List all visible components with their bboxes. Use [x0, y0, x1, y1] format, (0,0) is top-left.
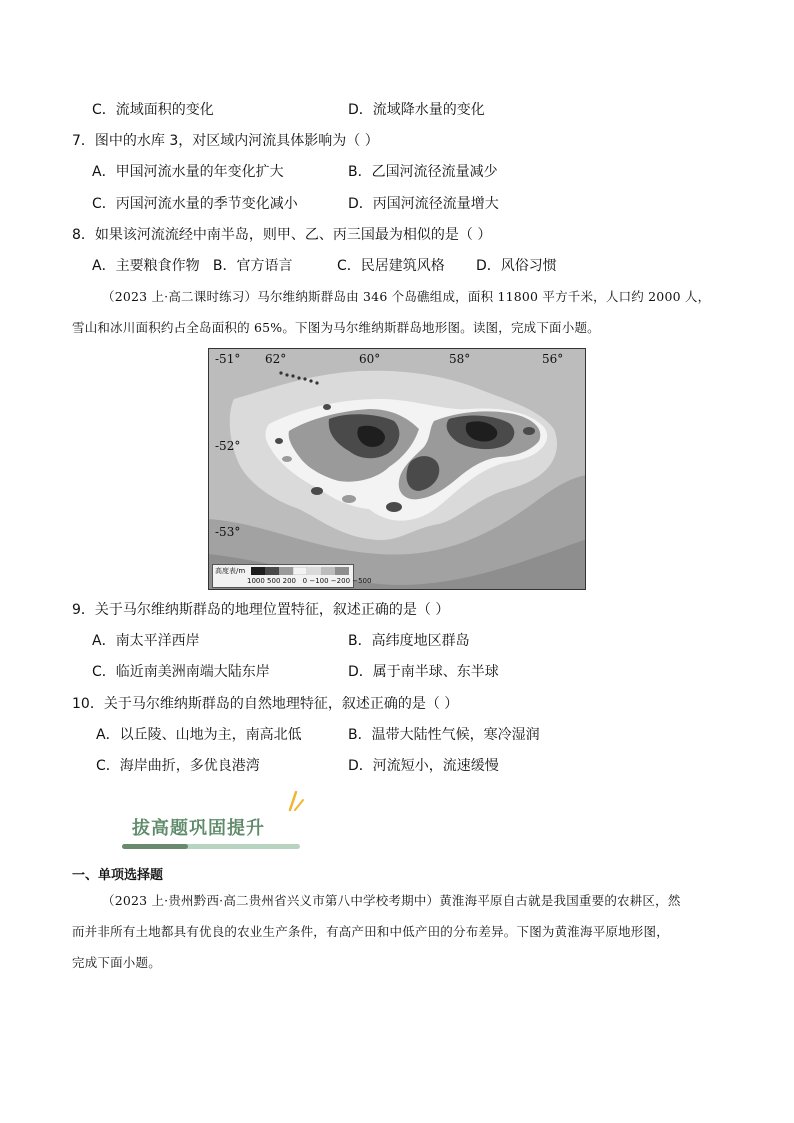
- q10-option-c: C．海岸曲折，多优良港湾: [96, 758, 260, 774]
- passage1-line1: （2023 上·高二课时练习）马尔维纳斯群岛由 346 个岛礁组成，面积 11800 平方千米，人口约 2000 人，: [102, 289, 711, 304]
- legend-title: 高度表/m: [215, 567, 246, 575]
- lon-label-62: 62°: [265, 352, 287, 366]
- section-banner: [112, 806, 302, 852]
- q9-option-b: B．高纬度地区群岛: [348, 633, 470, 649]
- banner-underline-accent: [122, 844, 188, 849]
- passage1-line2: 雪山和冰川面积约占全岛面积的 65%。下图为马尔维纳斯群岛地形图。读图，完成下面小题。: [72, 320, 600, 335]
- passage2-line1: （2023 上·贵州黔西·高二贵州省兴义市第八中学校考期中）黄淮海平原自古就是我国重要的农耕区，然: [102, 893, 681, 908]
- lat-label-51: -51°: [215, 352, 241, 366]
- passage2-line2: 而并非所有土地都具有优良的农业生产条件，有高产田和中低产田的分布差异。下图为黄淮海平原地形图，: [72, 924, 669, 939]
- map-islet: [282, 456, 292, 462]
- q9-option-a: A．南太平洋西岸: [92, 633, 200, 649]
- passage2-line3: 完成下面小题。: [72, 955, 161, 970]
- q7-option-c: C．丙国河流水量的季节变化减小: [92, 196, 298, 212]
- map-islet: [386, 502, 402, 512]
- q10-option-b: B．温带大陆性气候，寒冷湿润: [348, 727, 540, 743]
- section-banner-title: 拔高题巩固提升: [132, 818, 265, 839]
- q7-option-b: B．乙国河流径流量减少: [348, 164, 498, 180]
- q9-option-c: C．临近南美洲南端大陆东岸: [92, 664, 270, 680]
- q10-option-d: D．河流短小，流速缓慢: [348, 758, 499, 774]
- q8-options: A．主要粮食作物 B．官方语言 C．民居建筑风格 D．风俗习惯: [92, 258, 557, 274]
- map-islet: [342, 495, 356, 503]
- map-islet: [311, 487, 323, 495]
- q6-option-d: D．流域降水量的变化: [348, 102, 485, 118]
- map-islet: [275, 438, 283, 444]
- lat-label-53: -53°: [215, 525, 241, 539]
- q6-option-c: C．流域面积的变化: [92, 102, 214, 118]
- legend-values: 1000 500 200 0 −100 −200 −500: [247, 577, 372, 585]
- q10-option-a: A．以丘陵、山地为主，南高北低: [96, 727, 302, 743]
- q9-option-d: D．属于南半球、东半球: [348, 664, 499, 680]
- legend-color-scale: [251, 567, 351, 575]
- lon-label-60: 60°: [359, 352, 381, 366]
- q8-stem: 8．如果该河流流经中南半岛，则甲、乙、丙三国最为相似的是（ ）: [72, 227, 492, 243]
- sparkle-icon: [282, 790, 304, 812]
- q7-option-d: D．丙国河流径流量增大: [348, 196, 499, 212]
- q7-stem: 7．图中的水库 3，对区域内河流具体影响为（ ）: [72, 133, 379, 149]
- falkland-islands-topographic-map: [208, 348, 586, 590]
- map-islet: [323, 404, 331, 410]
- section-heading: 一、单项选择题: [72, 868, 164, 883]
- q7-option-a: A．甲国河流水量的年变化扩大: [92, 164, 284, 180]
- q10-stem: 10．关于马尔维纳斯群岛的自然地理特征，叙述正确的是（ ）: [72, 696, 459, 712]
- q9-stem: 9．关于马尔维纳斯群岛的地理位置特征，叙述正确的是（ ）: [72, 602, 450, 618]
- map-graphic: [209, 349, 586, 590]
- elevation-legend: [212, 564, 372, 588]
- map-islet: [523, 427, 535, 435]
- lon-label-58: 58°: [449, 352, 471, 366]
- lat-label-52: -52°: [215, 439, 241, 453]
- lon-label-56: 56°: [542, 352, 564, 366]
